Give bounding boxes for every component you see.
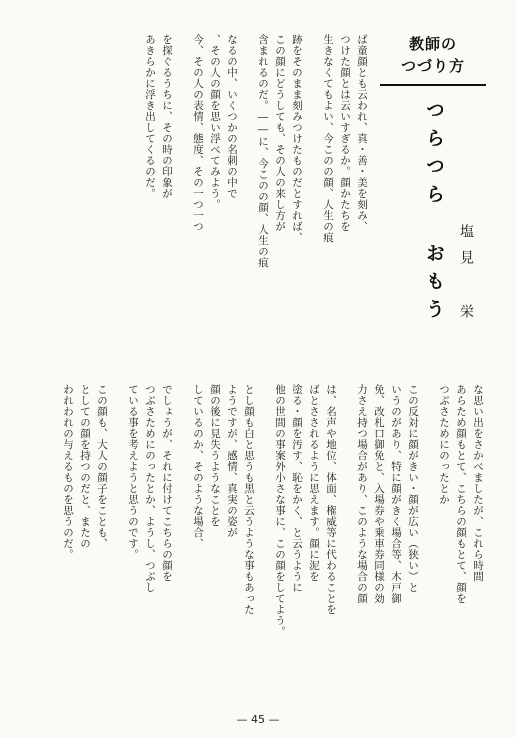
text-column: この顔も、大人の顔子をことも、 としての顔を持つのだと、またの われわれの与えるものを思うのだ。	[62, 384, 108, 560]
series-divider	[380, 84, 486, 86]
article-title: つらつら おもう	[423, 100, 445, 327]
page-number: — 45 —	[236, 713, 280, 726]
series-label	[374, 28, 492, 82]
text-column: を探ぐるうちに、その時の印象が あきらかに浮き出してくるのだ。	[144, 34, 173, 199]
text-column: この反対に顔がきい・顔が広い（狭い）と いうのがあり、特に顔がきく場合等、木戸御 免、改札口御免と、入場券や乗車券同様の効 力さえ持つ場合があり、このような場合の顔	[356, 384, 419, 604]
body-text-upper	[40, 34, 370, 374]
author-name: 塩見 栄	[458, 224, 474, 330]
text-column: 跡をそのまま刻みつけたものだとすれば、 この顔にどうしても、その人の来し方が 含まれるのだ。――に、今このの顔、人生の痕	[257, 34, 303, 268]
series-label-line-2: つづり方	[400, 57, 465, 75]
text-column: でしょうが、それに付けてこちらの顔を つぶさためにのったとか、ようし、つぶし ている事を考えようと思うのです。	[127, 384, 173, 593]
text-column: とし顔も白と思うも黒と云うような事もあった ようですが、感情、真実の姿が 顔の後に見失うようなことを しているのか、そのような場合、	[192, 384, 255, 615]
text-column: なるの中、いくつかの名刺の中で 、その人の顔を思い浮べてみよう。 今、その人の表情、態度、その一つ一つ	[192, 34, 238, 232]
series-label-line-1: 教師の	[408, 35, 457, 53]
article-heading	[372, 28, 492, 380]
text-column: な思い出をさかべましたが、これら時間 あらため顔もとて、こちらの顔もとて、顔を つぶさためにのったとか	[438, 384, 484, 604]
text-column: は、名声や地位、体面、権威等に代わることを ばとさされるように思えます。顔に泥を 塗る・顔を汚す、恥をかく、と云うように 他の世間の事案外小さな事に、この顔をしてよう。	[274, 384, 337, 637]
text-column: ば童顔とも云われ、真・善・美を刻み、 つけた顔とは云いすぎるか。顔かたちを 生きなくてもよい、今このの顔、人生の痕	[322, 34, 368, 243]
body-text-lower	[30, 384, 486, 716]
